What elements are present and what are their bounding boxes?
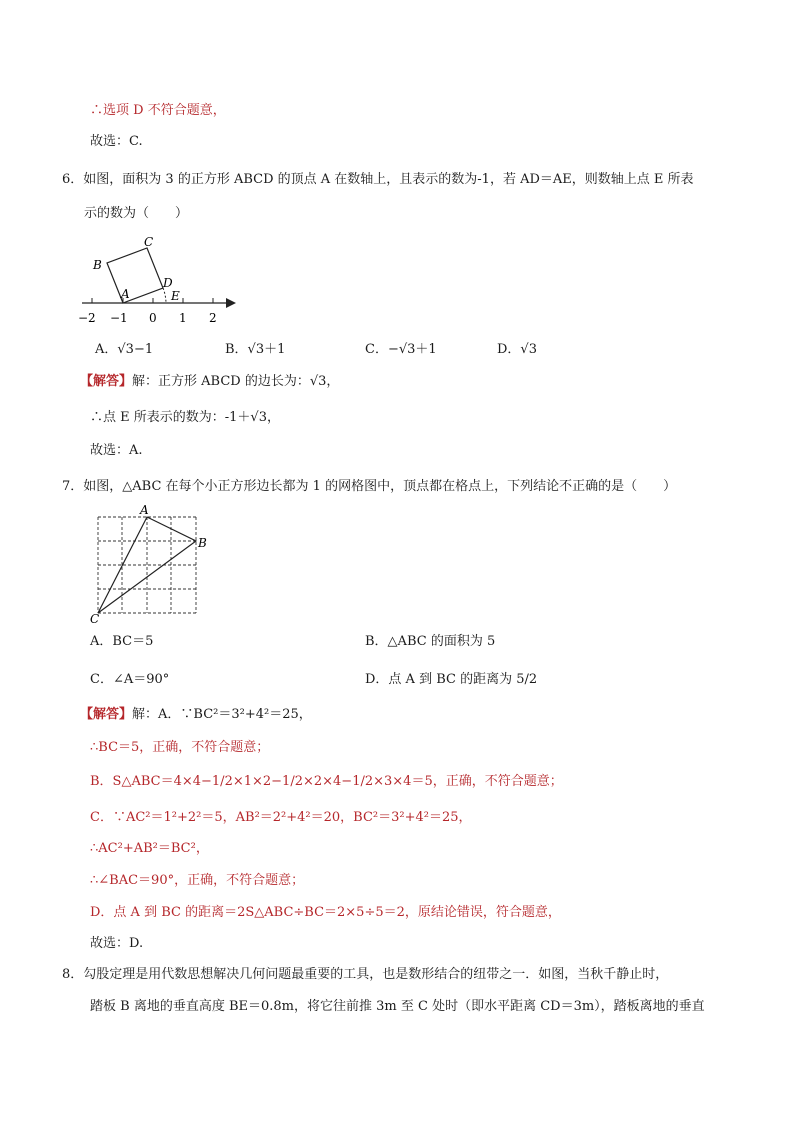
q7-answer-line5: ∴AC²+AB²＝BC²，	[90, 841, 209, 856]
q7-option-b: B．△ABC 的面积为 5	[365, 634, 496, 649]
arc-ad-ae	[163, 288, 166, 303]
q6-stem-line2: 示的数为（ ）	[84, 206, 189, 221]
tick-label: −1	[110, 311, 128, 325]
number-line-arrow	[226, 298, 236, 308]
q7-option-c: C．∠A＝90°	[90, 672, 170, 687]
prev-conclusion: ∴选项 D 不符合题意，	[90, 103, 226, 118]
q7-answer-line8: 故选：D.	[90, 936, 144, 951]
q7-stem: 7．如图，△ABC 在每个小正方形边长都为 1 的网格图中，顶点都在格点上，下列结论不正确的是（ ）	[62, 479, 677, 494]
q6-answer-line3: 故选：A.	[90, 443, 143, 458]
label-c: C	[144, 236, 154, 249]
q6-answer-line2: ∴点 E 所表示的数为：-1＋√3，	[90, 410, 280, 425]
tick-label: −2	[78, 311, 96, 325]
q6-answer-line1: 【解答】解：正方形 ABCD 的边长为：√3，	[80, 374, 340, 389]
dashed-grid	[98, 517, 196, 613]
q7-answer-line3: B．S△ABC＝4×4−1/2×1×2−1/2×2×4−1/2×3×4＝5，正确，不符合题意；	[90, 774, 563, 789]
q6-stem-line1: 6．如图，面积为 3 的正方形 ABCD 的顶点 A 在数轴上，且表示的数为-1，若 AD＝AE，则数轴上点 E 所表	[62, 172, 694, 187]
label-b: B	[198, 536, 207, 550]
q7-option-d: D．点 A 到 BC 的距离为 5/2	[365, 672, 538, 687]
label-d: D	[163, 276, 173, 290]
label-c: C	[90, 612, 100, 625]
answer-label: 【解答】	[80, 707, 133, 722]
label-a: A	[121, 287, 130, 301]
answer-label: 【解答】	[80, 374, 133, 389]
tick-label: 0	[149, 311, 157, 325]
q7-grid-figure	[88, 503, 212, 625]
q6-option-b: B．√3＋1	[225, 342, 286, 357]
label-e: E	[171, 289, 180, 303]
q6-option-d: D．√3	[497, 342, 537, 357]
tick-label: 2	[209, 311, 217, 325]
label-a: A	[140, 503, 149, 517]
q6-option-c: C．−√3＋1	[365, 342, 437, 357]
label-b: B	[93, 258, 102, 272]
prev-choose: 故选：C.	[90, 134, 143, 149]
square-abcd	[107, 248, 163, 303]
q7-answer-line6: ∴∠BAC＝90°，正确，不符合题意；	[90, 873, 305, 888]
tick-label: 1	[179, 311, 187, 325]
q8-stem-line1: 8．勾股定理是用代数思想解决几何问题最重要的工具，也是数形结合的纽带之一．如图，当秋千静止时，	[62, 967, 669, 982]
q6-option-a: A．√3−1	[95, 342, 154, 357]
q7-option-a: A．BC＝5	[90, 634, 154, 649]
q7-answer-line4: C．∵AC²＝1²+2²＝5，AB²＝2²+4²＝20，BC²＝3²+4²＝25，	[90, 810, 472, 825]
q7-answer-line7: D．点 A 到 BC 的距离＝2S△ABC÷BC＝2×5÷5＝2，原结论错误，符合题意，	[90, 905, 561, 920]
q7-answer-line1: 【解答】解：A．∵BC²＝3²+4²＝25，	[80, 707, 312, 722]
q7-answer-line2: ∴BC＝5，正确，不符合题意；	[90, 740, 270, 755]
q8-stem-line2: 踏板 B 离地的垂直高度 BE＝0.8m，将它往前推 3m 至 C 处时（即水平距离 CD＝3m），踏板离地的垂直	[90, 999, 705, 1014]
q6-figure	[74, 236, 244, 330]
